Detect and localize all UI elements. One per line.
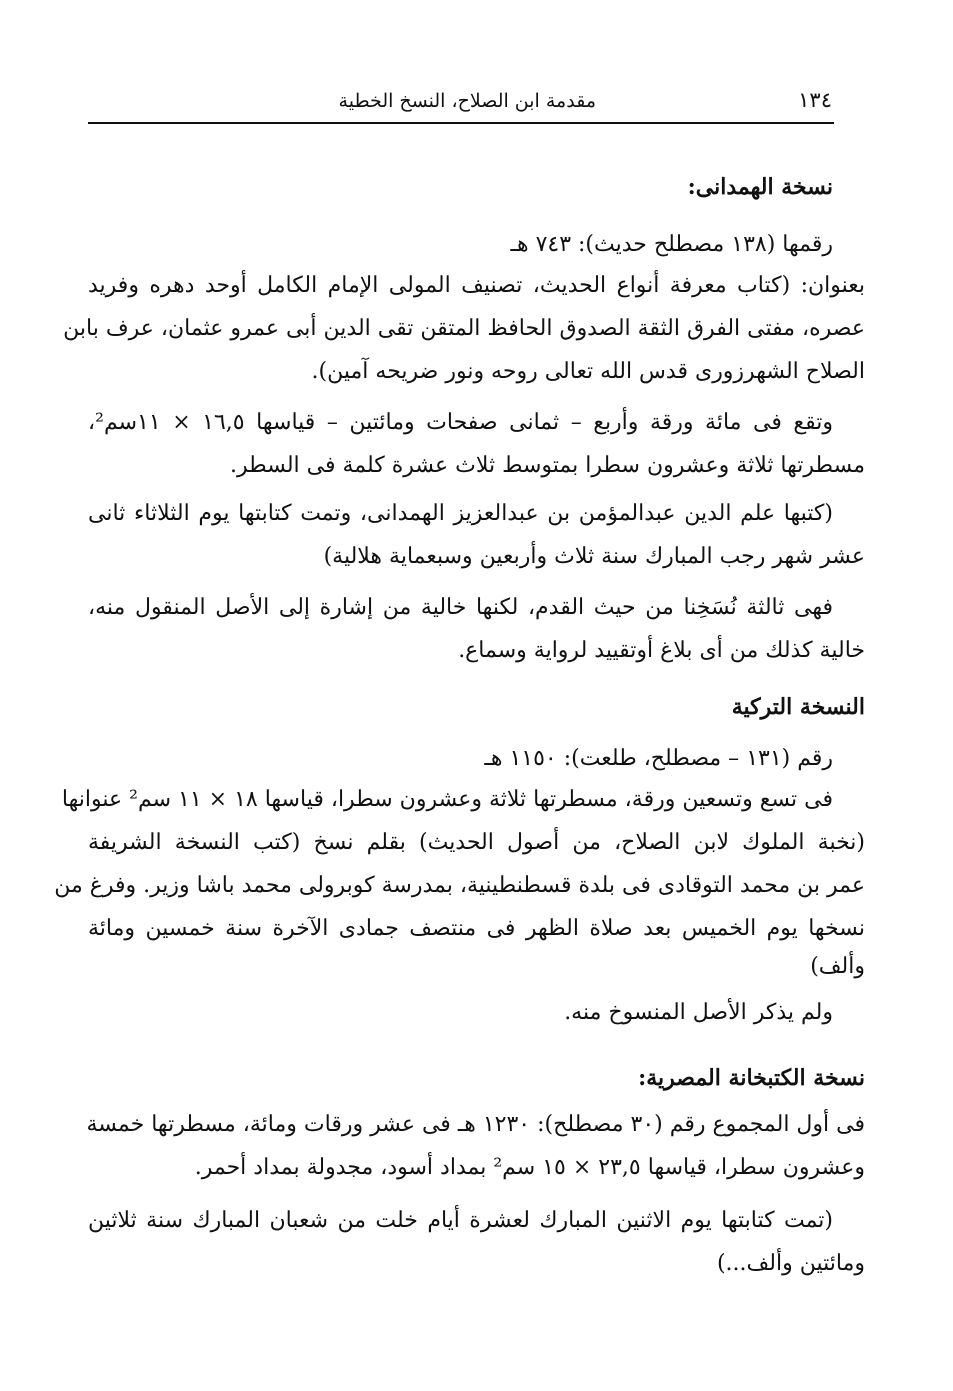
section-heading: نسخة الكتبخانة المصرية: [638, 1065, 865, 1091]
text-line: فهى ثالثة نُسَخِنا من حيث القدم، لكنها خالية من إشارة إلى الأصل المنقول منه، [88, 595, 833, 620]
text-line: عشر شهر رجب المبارك سنة ثلاث وأربعين وسبعماية هلالية) [323, 544, 865, 569]
text-line: مسطرتها ثلاثة وعشرون سطرا بمتوسط ثلاث عشرة كلمة فى السطر. [230, 453, 865, 478]
text-line: ومائتين وألف...) [716, 1251, 865, 1276]
text-line: فى تسع وتسعين ورقة، مسطرتها ثلاثة وعشرون سطرا، قياسها ١٨ × ١١ سم² عنوانها [61, 787, 833, 812]
text-line: وتقع فى مائة ورقة وأربع – ثمانى صفحات ومائتين – قياسها ١٦,٥ × ١١سم²، [88, 410, 833, 435]
page-number: ١٣٤ [798, 88, 832, 112]
text-line: رقم (١٣١ – مصطلح، طلعت): ١١٥٠ هـ [484, 746, 833, 771]
text-line: ولم يذكر الأصل المنسوخ منه. [564, 1000, 833, 1025]
section-heading: النسخة التركية [731, 694, 865, 720]
text-line: (تمت كتابتها يوم الاثنين المبارك لعشرة أيام خلت من شعبان المبارك سنة ثلاثين [88, 1208, 833, 1233]
text-line: بعنوان: (كتاب معرفة أنواع الحديث، تصنيف المولى الإمام الكامل أوحد دهره وفريد [88, 273, 865, 298]
text-line: (كتبها علم الدين عبدالمؤمن بن عبدالعزيز الهمدانى، وتمت كتابتها يوم الثلاثاء ثانى [88, 501, 833, 526]
text-line: (نخبة الملوك لابن الصلاح، من أصول الحديث) بقلم نسخ (كتب النسخة الشريفة [88, 830, 865, 855]
section-heading: نسخة الهمدانى: [687, 174, 833, 200]
text-line: عمر بن محمد التوقادى فى بلدة قسطنطينية، بمدرسة كوبرولى محمد باشا وزير. وفرغ من [54, 873, 865, 898]
text-line: وعشرون سطرا، قياسها ٢٣,٥ × ١٥ سم² بمداد أسود، مجدولة بمداد أحمر. [194, 1155, 865, 1180]
text-line: نسخها يوم الخميس بعد صلاة الظهر فى منتصف جمادى الآخرة سنة خمسين ومائة [88, 916, 865, 941]
text-line: رقمها (١٣٨ مصطلح حديث): ٧٤٣ هـ [510, 232, 833, 257]
text-line: الصلاح الشهرزورى قدس الله تعالى روحه ونور ضريحه آمين). [311, 359, 865, 384]
text-line: وألف) [810, 954, 865, 979]
text-line: عصره، مفتى الفرق الثقة الصدوق الحافظ المتقن تقى الدين أبى عمرو عثمان، عرف بابن [63, 316, 865, 341]
running-title: مقدمة ابن الصلاح، النسخ الخطية [338, 90, 596, 112]
text-line: فى أول المجموع رقم (٣٠ مصطلح): ١٢٣٠ هـ فى عشر ورقات ومائة، مسطرتها خمسة [86, 1112, 865, 1137]
running-header [88, 84, 834, 124]
text-line: خالية كذلك من أى بلاغ أوتقييد لرواية وسماع. [458, 638, 865, 663]
